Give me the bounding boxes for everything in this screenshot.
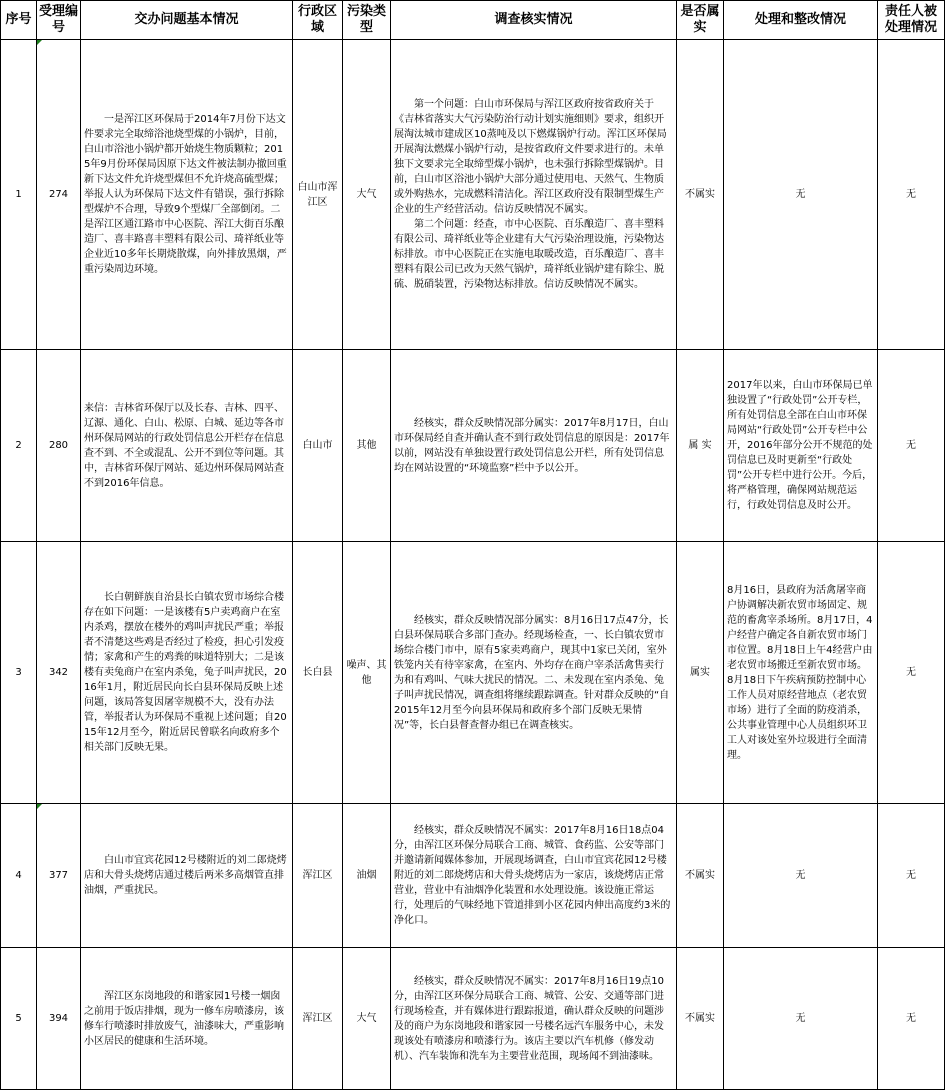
pollution-cell: 大气: [343, 40, 391, 350]
handling-cell: 无: [724, 948, 878, 1090]
header-seq: 序号: [1, 1, 37, 40]
ticket-cell: 377: [37, 804, 81, 948]
region-cell: 白山市: [293, 350, 343, 542]
accountability-cell: 无: [878, 40, 945, 350]
issue-text: 长白朝鲜族自治县长白镇农贸市场综合楼存在如下问题：一是该楼有5户卖鸡商户在室内杀鸡，摆放在楼外的鸡叫声扰民严重；举报者不清楚这些鸡是否经过了检疫，担心引发疫情；家禽和产生的鸡粪的味道特别大；二是该楼有卖兔商户在室内杀兔，兔子叫声扰民，2016年1月，附近居民向长白县环保局反映上述问题，该局答复因屠宰规模不大，没有办法管，举报者认为环保局不重视上述问题；自2015年12月至今，附近居民曾联名向政府多个相关部门反映无果。: [84, 592, 287, 753]
seq-cell: 4: [1, 804, 37, 948]
region-cell: 浑江区: [293, 804, 343, 948]
region-cell: 长白县: [293, 542, 343, 804]
verified-cell: 不属实: [677, 948, 724, 1090]
investigation-text-2: 第二个问题：经查，市中心医院、百乐酿造厂、喜丰塑料有限公司、琦祥纸业等企业建有大气污染治理设施，污染物达标排放。市中心医院正在实施电取暖改造，百乐酿造厂、喜丰塑料有限公司已改为天然气锅炉，琦祥纸业锅炉建有除尘、脱硫、脱硝装置，污染物达标排放。信访反映情况不属实。: [394, 219, 664, 290]
header-row: [1, 1, 945, 40]
header-region: 行政区域: [293, 1, 343, 40]
accountability-cell: 无: [878, 804, 945, 948]
investigation-cell: [391, 542, 677, 804]
ticket-cell: 394: [37, 948, 81, 1090]
investigation-cell: [391, 804, 677, 948]
pollution-cell: 噪声、其他: [343, 542, 391, 804]
pollution-cell: 其他: [343, 350, 391, 542]
issue-text: 一是浑江区环保局于2014年7月份下达文件要求完全取缔浴池烧型煤的小锅炉，目前，白山市浴池小锅炉都开始烧生物质颗粒；2015年9月份环保局因原下达文件被法制办撤回重新下达文件允许烧型煤但不允许烧高硫型煤；举报人认为环保局下达文件有错误，强行拆除型煤炉不合理，导致9个型煤厂全部倒闭。二是浑江区通江路市中心医院、浑江大街百乐酿造厂、喜丰路喜丰塑料有限公司、琦祥纸业等企业近10多年长期烧散煤，向外排放黑烟，严重污染周边环境。: [84, 114, 287, 275]
investigation-text: 经核实，群众反映情况部分属实：8月16日17点47分，长白县环保局联合多部门查办。经现场检查，一、长白镇农贸市场综合楼门市中，原有5家卖鸡商户，现其中1家已关闭，室外铁笼内关有待宰家禽，在室内、外均存在商户宰杀活禽售卖行为和有鸡叫、气味大扰民的情况。二、未发现在室内杀兔、兔子叫声扰民情况，调查组将继续跟踪调查。针对群众反映的“自2015年12月至今向县环保局和政府多个部门反映无果情况”等，长白县督查督办组已在调查核实。: [394, 614, 670, 731]
issue-cell: [81, 542, 293, 804]
seq-cell: 5: [1, 948, 37, 1090]
investigation-text-1: 第一个问题：白山市环保局与浑江区政府按省政府关于《吉林省落实大气污染防治行动计划实施细则》要求，组织开展淘汰城市建成区10蒸吨及以下燃煤锅炉行动。浑江区环保局开展淘汰燃煤小锅炉行动，是按省政府文件要求进行的。未单独下文要求完全取缔型煤小锅炉，也未强行拆除型煤锅炉。目前，白山市区浴池小锅炉大部分通过使用电、天然气、生物质或外购热水，完成燃料清洁化。浑江区政府没有限制型煤生产企业的生产经营活动。信访反映情况不属实。: [394, 99, 667, 215]
investigation-cell: [391, 350, 677, 542]
accountability-cell: 无: [878, 542, 945, 804]
table-row: [1, 350, 945, 542]
region-cell: 白山市浑江区: [293, 40, 343, 350]
region-cell: 浑江区: [293, 948, 343, 1090]
handling-cell: 2017年以来，白山市环保局已单独设置了“行政处罚”公开专栏，所有处罚信息全部在白山市环保局网站“行政处罚”公开专栏中公开，2016年部分公开不规范的处罚信息已及时更新至“行政处罚”公开专栏中进行公开。今后，将严格管理，确保网站规范运行，行政处罚信息及时公开。: [724, 350, 878, 542]
investigation-text: 经核实，群众反映情况不属实：2017年8月16日19点10分，由浑江区环保分局联合工商、城管、公安、交通等部门进行现场检查，并有媒体进行跟踪报道，确认群众反映的问题涉及的商户为东岗地段和谐家园一号楼名远汽车服务中心，未发现该处有喷漆房和喷漆行为。该店主要以汽车机修（修发动机）、汽车装饰和洗车为主要营业范围，现场闻不到油漆味。: [394, 975, 664, 1062]
verified-cell: 不属实: [677, 40, 724, 350]
accountability-cell: 无: [878, 948, 945, 1090]
accountability-cell: 无: [878, 350, 945, 542]
seq-cell: 2: [1, 350, 37, 542]
header-pollution: 污染类型: [343, 1, 391, 40]
investigation-text: 经核实，群众反映情况部分属实：2017年8月17日，白山市环保局经自查并确认查不到行政处罚信息的原因是：2017年以前，网站没有单独设置行政处罚信息公开栏，所有处罚信息均在网站设置的“环境监察”栏中予以公开。: [394, 417, 670, 474]
seq-cell: 1: [1, 40, 37, 350]
issue-cell: 来信：吉林省环保厅以及长春、吉林、四平、辽源、通化、白山、松原、白城、延边等各市州环保局网站的行政处罚信息公开栏存在信息查不到、不全或混乱、公开不到位等问题。其中，吉林省环保厅网站、延边州环保局网站查不到2016年信息。: [81, 350, 293, 542]
issue-cell: [81, 948, 293, 1090]
handling-text-1: 8月16日，县政府为活禽屠宰商户协调解决新农贸市场固定、规范的畜禽宰杀场所。8月17日，4户经营户确定各自新农贸市场门市位置。8月18日上午4经营户由老农贸市场搬迁至新农贸市场。: [727, 584, 873, 671]
handling-cell: [724, 542, 878, 804]
issue-cell: [81, 804, 293, 948]
table-row: [1, 40, 945, 350]
handling-cell: 无: [724, 40, 878, 350]
verified-cell: 属实: [677, 542, 724, 804]
header-investigation: 调查核实情况: [391, 1, 677, 40]
verified-cell: 属 实: [677, 350, 724, 542]
handling-cell: 无: [724, 804, 878, 948]
pollution-cell: 大气: [343, 948, 391, 1090]
ticket-cell: 280: [37, 350, 81, 542]
ticket-cell: 274: [37, 40, 81, 350]
investigation-cell: [391, 948, 677, 1090]
header-accountability: 责任人被处理情况: [878, 1, 945, 40]
header-issue: 交办问题基本情况: [81, 1, 293, 40]
header-verified: 是否属实: [677, 1, 724, 40]
header-handling: 处理和整改情况: [724, 1, 878, 40]
issue-text: 浑江区东岗地段的和谐家园1号楼一烟囱之前用于饭店排烟，现为一修车房喷漆房，该修车行喷漆时排放废气，油漆味大，严重影响小区居民的健康和生活环境。: [84, 990, 284, 1047]
ticket-cell: 342: [37, 542, 81, 804]
investigation-text: 经核实，群众反映情况不属实：2017年8月16日18点04分，由浑江区环保分局联合工商、城管、食药监、公安等部门并邀请新闻媒体参加，开展现场调查，白山市宜宾花园12号楼附近的刘二郎烧烤店和大骨头烧烤店为一家店，该烧烤店正常营业，营业中有油烟净化装置和水处理设施。该设施正常运行，处理后的气味经地下管道排到小区花园内伸出高度约3米的净化口。: [394, 825, 671, 926]
handling-text-2: 8月18日下午疾病预防控制中心工作人员对原经营地点（老农贸市场）进行了全面的防疫消杀，公共事业管理中心人员组织环卫工人对该处室外垃圾进行全面清理。: [727, 674, 867, 761]
issue-cell: [81, 40, 293, 350]
verified-cell: 不属实: [677, 804, 724, 948]
seq-cell: 3: [1, 542, 37, 804]
investigation-cell: [391, 40, 677, 350]
header-ticket: 受理编号: [37, 1, 81, 40]
table-row: [1, 948, 945, 1090]
table-row: [1, 804, 945, 948]
issue-text: 白山市宜宾花园12号楼附近的刘二郎烧烤店和大骨头烧烤店通过楼后两米多高烟管直排油烟，严重扰民。: [84, 855, 287, 896]
pollution-cell: 油烟: [343, 804, 391, 948]
table-row: [1, 542, 945, 804]
